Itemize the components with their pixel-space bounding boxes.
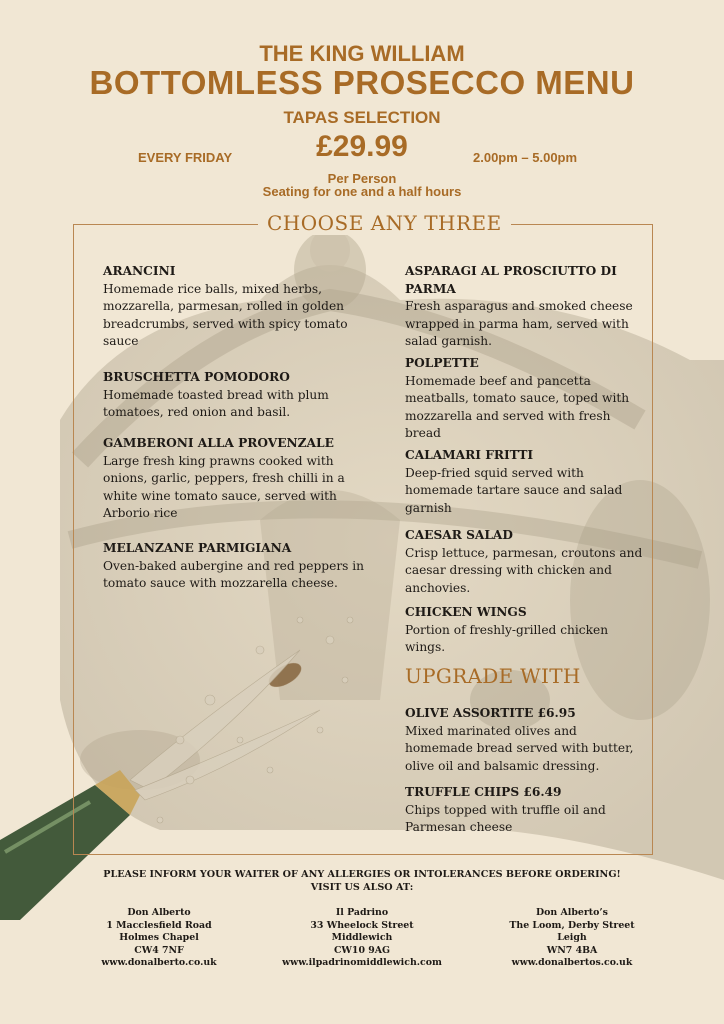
menu-item — [103, 435, 368, 523]
location-don-alberto — [59, 907, 259, 970]
item-name: ARANCINI — [103, 264, 176, 278]
location-name: Don Alberto — [127, 907, 191, 918]
item-description: Homemade toasted bread with plum tomatoes, red onion and basil. — [103, 387, 329, 420]
location-website: www.ilpadrinomiddlewich.com — [282, 957, 442, 968]
menu-item — [405, 447, 645, 517]
item-description: Crisp lettuce, parmesan, croutons and caesar dressing with chicken and anchovies. — [405, 545, 643, 595]
hours-label: 2.00pm – 5.00pm — [473, 150, 578, 165]
upgrade-heading: UPGRADE WITH — [405, 664, 581, 688]
menu-title: BOTTOMLESS PROSECCO MENU — [89, 64, 635, 101]
menu-subtitle: TAPAS SELECTION — [283, 108, 441, 127]
venue-name: THE KING WILLIAM — [259, 41, 465, 66]
item-description: Homemade rice balls, mixed herbs, mozzarella, parmesan, rolled in golden breadcrumbs, served with spicy tomato sauce — [103, 281, 348, 349]
location-website: www.donalberto.co.uk — [101, 957, 217, 968]
location-address: The Loom, Derby Street — [509, 919, 635, 931]
visit-us-label: VISIT US ALSO AT: — [310, 882, 414, 893]
item-description: Mixed marinated olives and homemade bread served with butter, olive oil and balsamic dressing. — [405, 723, 634, 773]
item-name: CALAMARI FRITTI — [405, 448, 534, 462]
location-don-albertos — [472, 907, 672, 970]
menu-item — [405, 527, 645, 597]
menu-item — [103, 540, 368, 593]
location-postcode: WN7 4BA — [546, 944, 598, 956]
item-name: MELANZANE PARMIGIANA — [103, 541, 292, 555]
menu-item — [103, 263, 368, 351]
per-person-label: Per Person — [327, 171, 397, 186]
menu-item — [405, 604, 645, 657]
item-name: TRUFFLE CHIPS £6.49 — [405, 785, 562, 799]
location-name: Il Padrino — [335, 907, 389, 918]
upgrade-item — [405, 784, 645, 837]
seating-note: Seating for one and a half hours — [262, 184, 462, 199]
location-postcode: CW10 9AG — [333, 944, 391, 956]
location-website: www.donalbertos.co.uk — [511, 957, 633, 968]
location-address: 1 Macclesfield Road — [106, 919, 212, 931]
item-name: GAMBERONI ALLA PROVENZALE — [103, 436, 334, 450]
choose-heading: CHOOSE ANY THREE — [258, 211, 511, 235]
item-name: BRUSCHETTA POMODORO — [103, 370, 290, 384]
item-name: CHICKEN WINGS — [405, 605, 527, 619]
menu-item — [103, 369, 368, 422]
item-name: CAESAR SALAD — [405, 528, 513, 542]
item-name: ASPARAGI AL PROSCIUTTO DI PARMA — [405, 264, 617, 296]
item-description: Oven-baked aubergine and red peppers in tomato sauce with mozzarella cheese. — [103, 558, 365, 591]
item-name: OLIVE ASSORTITE £6.95 — [405, 706, 576, 720]
item-description: Portion of freshly-grilled chicken wings. — [405, 622, 609, 655]
location-address: 33 Wheelock Street — [310, 919, 414, 931]
item-description: Homemade beef and pancetta meatballs, tomato sauce, toped with mozzarella and served with fresh bread — [405, 373, 630, 441]
item-name: POLPETTE — [405, 356, 479, 370]
location-name: Don Alberto’s — [536, 907, 608, 918]
menu-item — [405, 355, 645, 443]
item-description: Deep-fried squid served with homemade tartare sauce and salad garnish — [405, 465, 623, 515]
menu-item — [405, 263, 645, 351]
location-postcode: CW4 7NF — [134, 944, 184, 956]
day-label: EVERY FRIDAY — [138, 150, 233, 165]
item-description: Large fresh king prawns cooked with onions, garlic, peppers, fresh chilli in a white wine tomato sauce, served with Arborio rice — [103, 453, 345, 521]
upgrade-item — [405, 705, 645, 775]
location-town: Middlewich — [331, 932, 393, 943]
location-town: Holmes Chapel — [119, 932, 199, 943]
location-town: Leigh — [557, 932, 587, 943]
item-description: Chips topped with truffle oil and Parmesan cheese — [405, 802, 606, 835]
price: £29.99 — [316, 130, 408, 163]
allergy-notice: PLEASE INFORM YOUR WAITER OF ANY ALLERGIES OR INTOLERANCES BEFORE ORDERING! — [103, 869, 621, 880]
location-il-padrino — [262, 907, 462, 970]
item-description: Fresh asparagus and smoked cheese wrapped in parma ham, served with salad garnish. — [405, 299, 633, 349]
